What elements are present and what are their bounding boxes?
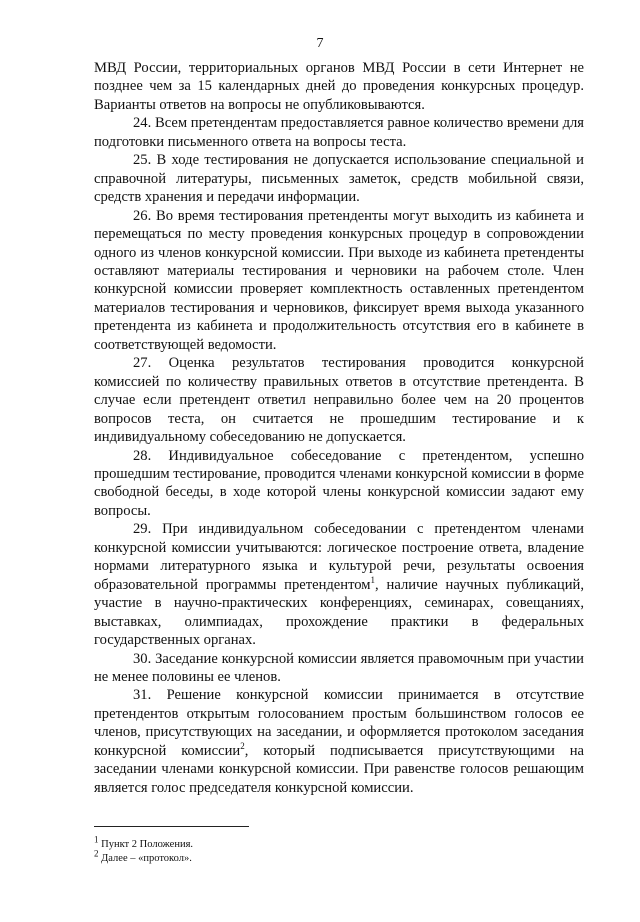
paragraph-29: 29. При индивидуальном собеседовании с претендентом членами конкурсной комиссии учитываются: логическое построение ответа, владение нормами литературного языка и культурой речи, результаты освоения образовательной программы претендентом$^1$, наличие научных публикаций, участие в научно-практических конференциях, семинарах, совещаниях, выставках, олимпиадах, прохождение практики в федеральных государственных органах. — [94, 521, 584, 649]
footnote-mark-1: 1 — [94, 834, 99, 845]
paragraph-28: 28. Индивидуальное собеседование с претендентом, успешно прошедшим тестирование, проводится членами конкурсной комиссии в форме свободной беседы, в ходе которой члены конкурсной комиссии задают ему вопросы. — [94, 447, 584, 519]
footnote-1: $^1$ Пункт 2 Положения. — [94, 834, 194, 850]
paragraph-27: 27. Оценка результатов тестирования проводится конкурсной комиссией по количеству правильных ответов в отсутствие претендента. В случае если претендент ответил неправильно более чем на 20 процентов вопросов теста, он считается не прошедшим тестирование и к индивидуальному собеседованию не допускается. — [94, 355, 584, 446]
footnote-ref-1[interactable]: 1 — [370, 574, 376, 585]
page-number: 7 — [316, 36, 324, 51]
footnote-2: $^2$ Далее – «протокол». — [94, 848, 192, 864]
footnote-mark-2: 2 — [94, 848, 99, 859]
paragraph-26: 26. Во время тестирования претенденты могут выходить из кабинета и перемещаться по месту проведения конкурсных процедур в сопровождении одного из членов конкурсной комиссии. При выходе из кабинета претенденты оставляют материалы тестирования и черновики на рабочем столе. Член конкурсной комиссии проверяет комплектность оставленных претендентом материалов тестирования и черновиков, фиксирует время выхода указанного претендента из кабинета и продолжительность отсутствия его в кабинете в соответствующей ведомости. — [94, 207, 584, 353]
paragraph-30: 30. Заседание конкурсной комиссии является правомочным при участии не менее половины ее членов. — [94, 650, 584, 685]
footnotes — [94, 834, 584, 866]
body-text — [94, 59, 584, 797]
paragraph-25: 25. В ходе тестирования не допускается использование специальной и справочной литературы, письменных заметок, средств мобильной связи, средств хранения и передачи информации. — [94, 152, 584, 206]
footnote-ref-2[interactable]: 2 — [240, 740, 245, 751]
paragraph-continuation: МВД России, территориальных органов МВД России в сети Интернет не позднее чем за 15 календарных дней до проведения конкурсных процедур. Варианты ответов на вопросы не опубликовываются. — [94, 60, 584, 113]
paragraph-31: 31. Решение конкурсной комиссии принимается в отсутствие претендентов открытым голосованием простым большинством голосов ее членов, присутствующих на заседании, и оформляется протоколом заседания конкурсной комиссии$^2$, который подписывается присутствующими на заседании членами конкурсной комиссии. При равенстве голосов решающим является голос председателя конкурсной комиссии. — [94, 687, 584, 796]
paragraph-24: 24. Всем претендентам предоставляется равное количество времени для подготовки письменного ответа на вопросы теста. — [94, 115, 584, 150]
footnote-divider — [94, 826, 249, 827]
